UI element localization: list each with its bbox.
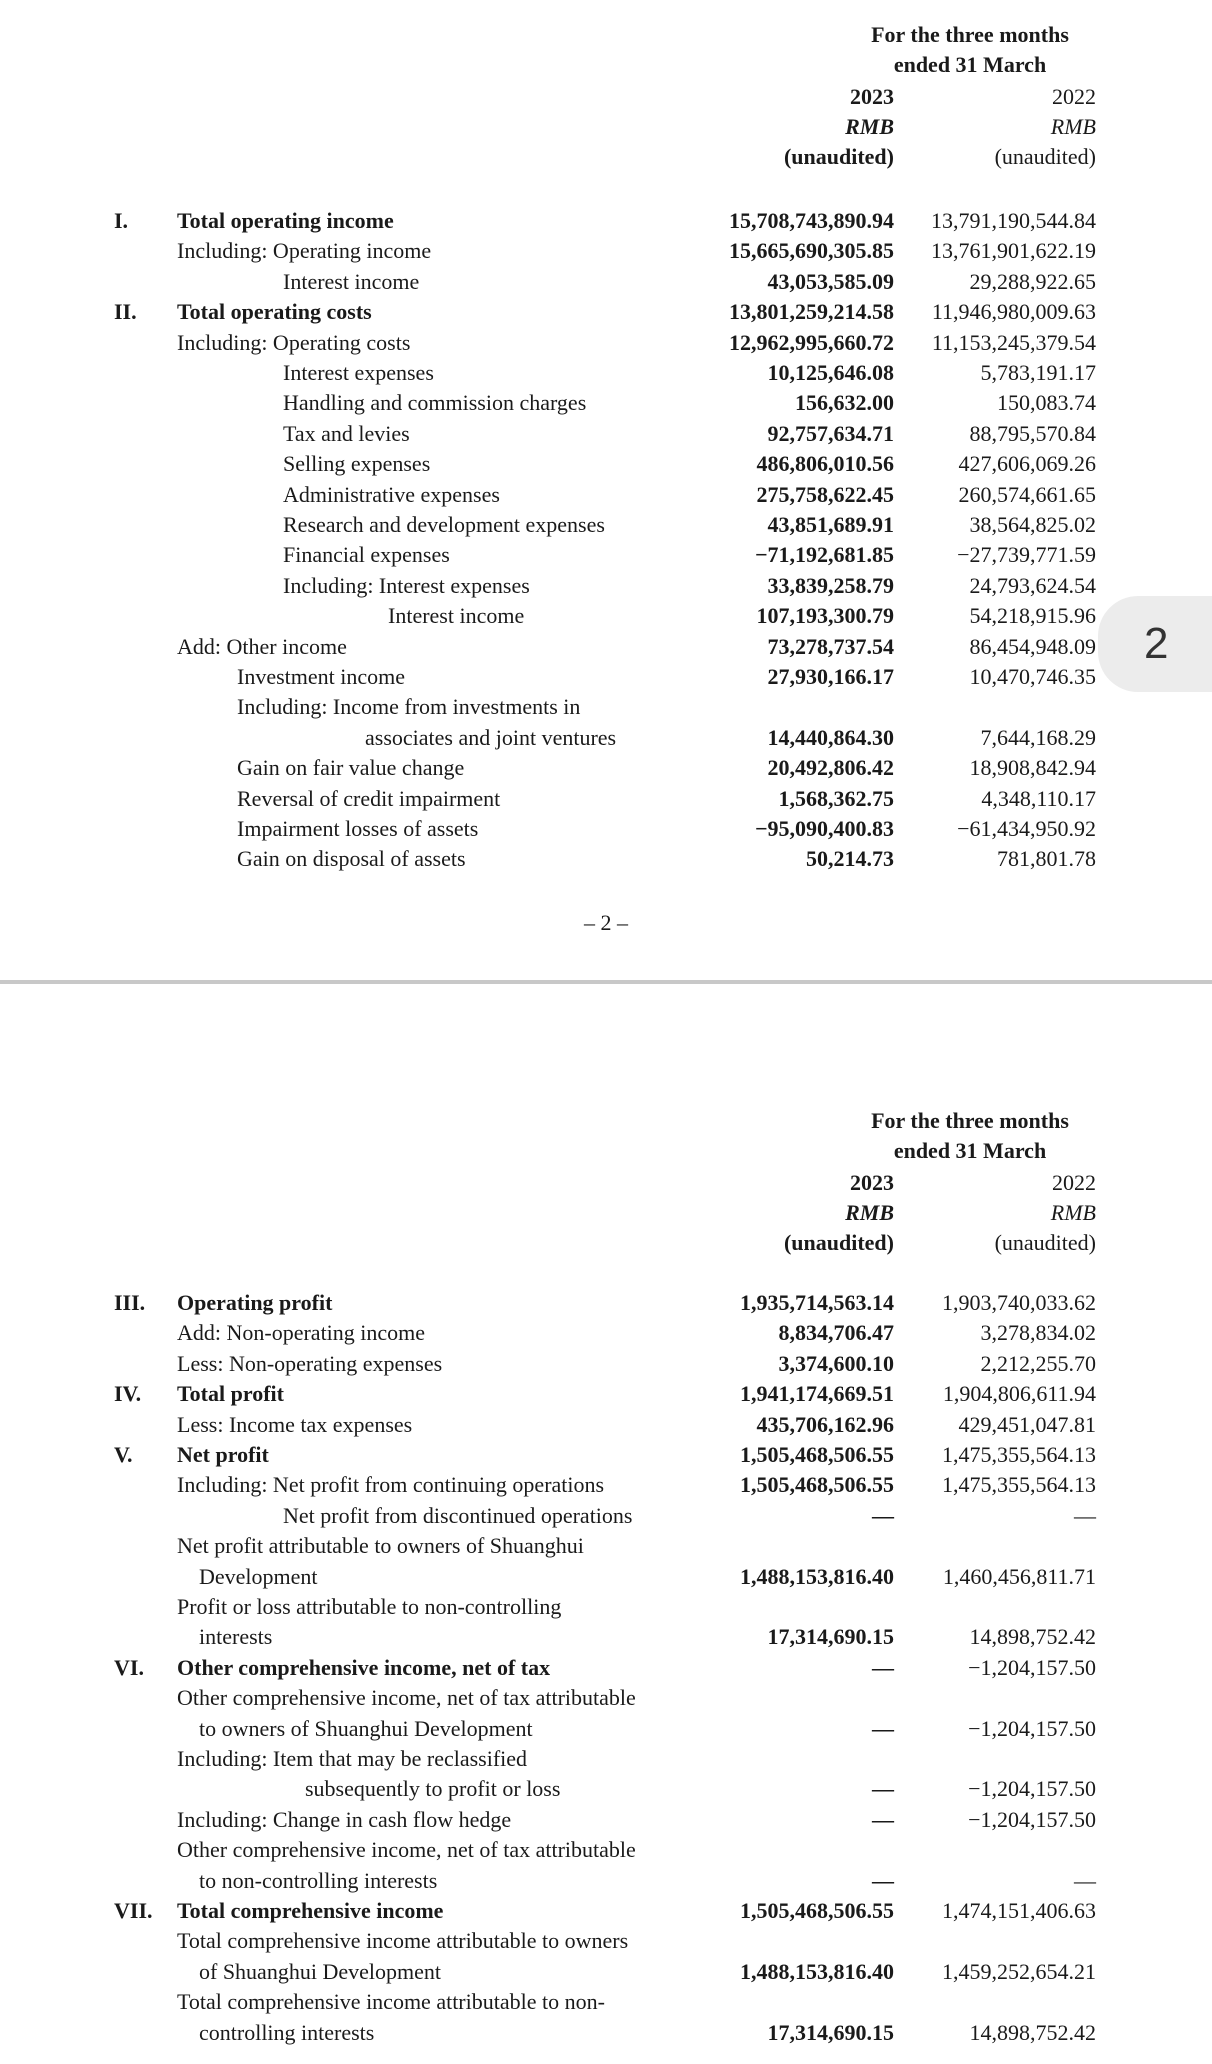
period-header-line1: For the three months: [871, 22, 1069, 47]
value-2023: 107,193,300.79: [756, 603, 894, 629]
table-row: [0, 1926, 1212, 1956]
value-2023: 50,214.73: [806, 846, 894, 872]
row-label: Handling and commission charges: [283, 390, 587, 416]
row-label: interests: [199, 1624, 273, 1650]
row-label: Including: Item that may be reclassified: [177, 1746, 528, 1771]
row-label: Including: Income from investments in: [237, 694, 581, 720]
currency-2022-header: RMB: [1050, 1200, 1096, 1225]
section-number: IV.: [114, 1381, 142, 1407]
row-label: Total operating income: [177, 208, 394, 233]
row-label: Net profit attributable to owners of Shuanghui: [177, 1533, 584, 1559]
value-2023: 12,962,995,660.72: [729, 329, 894, 355]
value-2022: 1,903,740,033.62: [942, 1290, 1096, 1315]
row-label: Less: Non-operating expenses: [177, 1350, 443, 1376]
value-2023: 1,505,468,506.55: [740, 1442, 894, 1467]
table-row: [0, 297, 1212, 327]
value-2023: 486,806,010.56: [756, 451, 894, 477]
value-2023: 435,706,162.96: [756, 1411, 894, 1437]
value-2023: 20,492,806.42: [767, 755, 894, 781]
table-row: [0, 784, 1212, 814]
table-row: [0, 1440, 1212, 1470]
value-2022: —: [1074, 1502, 1096, 1528]
table-row: [0, 1714, 1212, 1744]
value-2023: 33,839,258.79: [767, 572, 894, 598]
table-row: [0, 2018, 1212, 2048]
period-header-line1: For the three months: [871, 1108, 1069, 1133]
value-2022: —: [1074, 1867, 1096, 1893]
section-number: III.: [114, 1290, 146, 1315]
table-row: [0, 1318, 1212, 1348]
table-row: [0, 844, 1212, 874]
row-label: Net profit: [177, 1442, 269, 1467]
table-row: [0, 328, 1212, 358]
row-label: Including: Change in cash flow hedge: [177, 1806, 512, 1832]
value-2022: 4,348,110.17: [981, 785, 1096, 811]
page-number: – 2 –: [584, 910, 628, 935]
row-label: Add: Non-operating income: [177, 1320, 426, 1346]
currency-2023-header: RMB: [845, 114, 894, 139]
table-row: [0, 267, 1212, 297]
value-2023: 10,125,646.08: [767, 360, 894, 385]
value-2022: 24,793,624.54: [969, 572, 1096, 598]
table-row: [0, 1805, 1212, 1835]
value-2023: —: [872, 1715, 894, 1741]
row-label: Other comprehensive income, net of tax attributable: [177, 1685, 636, 1711]
value-2022: 1,459,252,654.21: [942, 1958, 1096, 1984]
table-row: [0, 540, 1212, 570]
currency-2023-header: RMB: [845, 1200, 894, 1225]
section-number: II.: [114, 299, 137, 325]
value-2022: 10,470,746.35: [969, 664, 1096, 689]
period-header-line2: ended 31 March: [893, 1138, 1047, 1163]
table-row: [0, 1622, 1212, 1652]
value-2023: —: [872, 1806, 894, 1832]
value-2022: 2,212,255.70: [980, 1350, 1096, 1376]
row-label: Total comprehensive income attributable to non-: [177, 1989, 605, 2015]
row-label: Interest income: [283, 268, 420, 294]
row-label: Investment income: [237, 664, 406, 689]
table-row: [0, 1683, 1212, 1713]
value-2023: 1,941,174,669.51: [740, 1381, 894, 1407]
value-2023: —: [872, 1776, 894, 1802]
row-label: Development: [199, 1563, 318, 1589]
table-row: [0, 419, 1212, 449]
value-2023: 13,801,259,214.58: [729, 299, 894, 325]
value-2022: −1,204,157.50: [968, 1715, 1096, 1741]
section-number: VI.: [114, 1654, 144, 1680]
table-row: [0, 1774, 1212, 1804]
value-2023: 43,851,689.91: [767, 512, 894, 537]
statement-page-1: [0, 0, 1212, 982]
row-label: Tax and levies: [283, 420, 410, 446]
table-row: [0, 388, 1212, 418]
value-2023: 8,834,706.47: [778, 1320, 894, 1346]
value-2022: 13,791,190,544.84: [931, 208, 1096, 233]
value-2022: −1,204,157.50: [968, 1654, 1096, 1680]
value-2023: 275,758,622.45: [756, 481, 894, 507]
year-2022-header: 2022: [1052, 84, 1096, 109]
table-row: [0, 601, 1212, 631]
row-label: Selling expenses: [283, 451, 431, 477]
page-indicator-badge[interactable]: 2: [1098, 596, 1212, 692]
value-2022: 29,288,922.65: [969, 268, 1096, 294]
table-row: [0, 449, 1212, 479]
value-2022: 427,606,069.26: [958, 451, 1096, 477]
row-label: Impairment losses of assets: [237, 816, 479, 841]
table-row: [0, 1349, 1212, 1379]
row-label: Other comprehensive income, net of tax: [177, 1654, 551, 1680]
value-2023: 1,505,468,506.55: [740, 1472, 894, 1498]
table-row: [0, 1653, 1212, 1683]
table-row: [0, 1531, 1212, 1561]
table-row: [0, 662, 1212, 692]
page-divider: [0, 980, 1212, 984]
section-number: V.: [114, 1442, 133, 1467]
value-2023: —: [872, 1867, 894, 1893]
row-label: Research and development expenses: [283, 512, 605, 537]
audit-2022-header: (unaudited): [994, 144, 1096, 169]
value-2023: 1,505,468,506.55: [740, 1898, 894, 1923]
value-2022: 11,153,245,379.54: [931, 329, 1096, 355]
row-label: subsequently to profit or loss: [305, 1776, 561, 1802]
audit-2023-header: (unaudited): [783, 144, 894, 169]
value-2023: 92,757,634.71: [767, 420, 894, 446]
row-label: to non-controlling interests: [199, 1867, 438, 1893]
audit-2022-header: (unaudited): [994, 1230, 1096, 1255]
value-2023: −71,192,681.85: [754, 542, 894, 568]
value-2023: 17,314,690.15: [767, 2019, 894, 2045]
value-2023: −95,090,400.83: [754, 816, 894, 841]
table-row: [0, 1987, 1212, 2017]
table-row: [0, 571, 1212, 601]
row-label: Including: Operating income: [177, 238, 432, 264]
row-label: Administrative expenses: [283, 481, 500, 507]
value-2023: 1,488,153,816.40: [740, 1563, 894, 1589]
year-2023-header: 2023: [850, 1170, 894, 1195]
year-2023-header: 2023: [850, 84, 894, 109]
row-label: of Shuanghui Development: [199, 1958, 441, 1984]
value-2023: 1,568,362.75: [778, 785, 894, 811]
value-2022: −61,434,950.92: [957, 816, 1096, 841]
row-label: Profit or loss attributable to non-controlling: [177, 1594, 562, 1619]
row-label: Financial expenses: [283, 542, 450, 568]
value-2023: 14,440,864.30: [767, 724, 894, 750]
value-2022: 11,946,980,009.63: [931, 299, 1096, 325]
value-2023: 15,665,690,305.85: [729, 238, 894, 264]
value-2022: 14,898,752.42: [969, 2019, 1096, 2045]
row-label: to owners of Shuanghui Development: [199, 1715, 533, 1741]
section-number: VII.: [114, 1898, 153, 1923]
value-2023: —: [872, 1654, 894, 1680]
row-label: controlling interests: [199, 2019, 375, 2045]
table-row: [0, 1896, 1212, 1926]
value-2022: 86,454,948.09: [969, 633, 1096, 659]
table-row: [0, 1592, 1212, 1622]
value-2022: 1,475,355,564.13: [942, 1442, 1096, 1467]
row-label: Reversal of credit impairment: [237, 785, 501, 811]
value-2022: 781,801.78: [997, 846, 1096, 872]
section-number: I.: [114, 208, 129, 233]
table-row: [0, 692, 1212, 722]
table-row: [0, 1835, 1212, 1865]
value-2022: 54,218,915.96: [969, 603, 1096, 629]
value-2022: 13,761,901,622.19: [931, 238, 1096, 264]
row-label: associates and joint ventures: [365, 724, 617, 750]
table-row: [0, 1957, 1212, 1987]
value-2023: 3,374,600.10: [778, 1350, 894, 1376]
table-row: [0, 632, 1212, 662]
row-label: Gain on fair value change: [237, 755, 465, 781]
value-2023: 17,314,690.15: [767, 1624, 894, 1650]
row-label: Including: Operating costs: [177, 329, 411, 355]
row-label: Other comprehensive income, net of tax attributable: [177, 1837, 636, 1863]
value-2023: 1,488,153,816.40: [740, 1958, 894, 1984]
value-2022: 1,475,355,564.13: [942, 1472, 1096, 1498]
table-row: [0, 510, 1212, 540]
value-2022: 3,278,834.02: [980, 1320, 1096, 1346]
table-row: [0, 1410, 1212, 1440]
table-row: [0, 236, 1212, 266]
row-label: Interest income: [388, 603, 525, 629]
value-2022: 429,451,047.81: [958, 1411, 1096, 1437]
statement-page-2: [0, 986, 1212, 2064]
value-2022: 5,783,191.17: [980, 360, 1096, 385]
row-label: Total profit: [177, 1381, 284, 1407]
value-2022: 38,564,825.02: [969, 512, 1096, 537]
row-label: Add: Other income: [177, 633, 347, 659]
value-2023: —: [872, 1502, 894, 1528]
row-label: Total comprehensive income: [177, 1898, 444, 1923]
value-2023: 43,053,585.09: [767, 268, 894, 294]
value-2022: 150,083.74: [997, 390, 1096, 416]
year-2022-header: 2022: [1052, 1170, 1096, 1195]
value-2022: −1,204,157.50: [968, 1776, 1096, 1802]
value-2022: 1,460,456,811.71: [942, 1563, 1096, 1589]
value-2023: 1,935,714,563.14: [740, 1290, 894, 1315]
value-2022: 14,898,752.42: [969, 1624, 1096, 1650]
currency-2022-header: RMB: [1050, 114, 1096, 139]
table-row: [0, 1562, 1212, 1592]
table-row: [0, 814, 1212, 844]
value-2023: 156,632.00: [795, 390, 894, 416]
audit-2023-header: (unaudited): [783, 1230, 894, 1255]
table-row: [0, 1866, 1212, 1896]
row-label: Gain on disposal of assets: [237, 846, 466, 872]
value-2022: 7,644,168.29: [980, 724, 1096, 750]
table-row: [0, 206, 1212, 236]
row-label: Total operating costs: [177, 299, 372, 325]
table-row: [0, 1288, 1212, 1318]
value-2023: 27,930,166.17: [767, 664, 894, 689]
row-label: Including: Net profit from continuing operations: [177, 1472, 605, 1498]
value-2022: 260,574,661.65: [958, 481, 1096, 507]
row-label: Operating profit: [177, 1290, 333, 1315]
row-label: Total comprehensive income attributable to owners: [177, 1928, 629, 1954]
value-2022: −27,739,771.59: [957, 542, 1096, 568]
row-label: Including: Interest expenses: [283, 572, 530, 598]
row-label: Less: Income tax expenses: [177, 1411, 413, 1437]
table-row: [0, 358, 1212, 388]
table-row: [0, 753, 1212, 783]
table-row: [0, 1501, 1212, 1531]
value-2023: 73,278,737.54: [767, 633, 894, 659]
table-row: [0, 480, 1212, 510]
table-row: [0, 723, 1212, 753]
value-2022: 1,474,151,406.63: [942, 1898, 1096, 1923]
value-2022: 18,908,842.94: [969, 755, 1096, 781]
value-2022: −1,204,157.50: [968, 1806, 1096, 1832]
value-2022: 88,795,570.84: [969, 420, 1096, 446]
table-row: [0, 1744, 1212, 1774]
period-header-line2: ended 31 March: [893, 52, 1047, 77]
table-row: [0, 1470, 1212, 1500]
value-2022: 1,904,806,611.94: [942, 1381, 1096, 1407]
row-label: Net profit from discontinued operations: [283, 1502, 633, 1528]
row-label: Interest expenses: [283, 360, 434, 385]
value-2023: 15,708,743,890.94: [729, 208, 894, 233]
table-row: [0, 1379, 1212, 1409]
